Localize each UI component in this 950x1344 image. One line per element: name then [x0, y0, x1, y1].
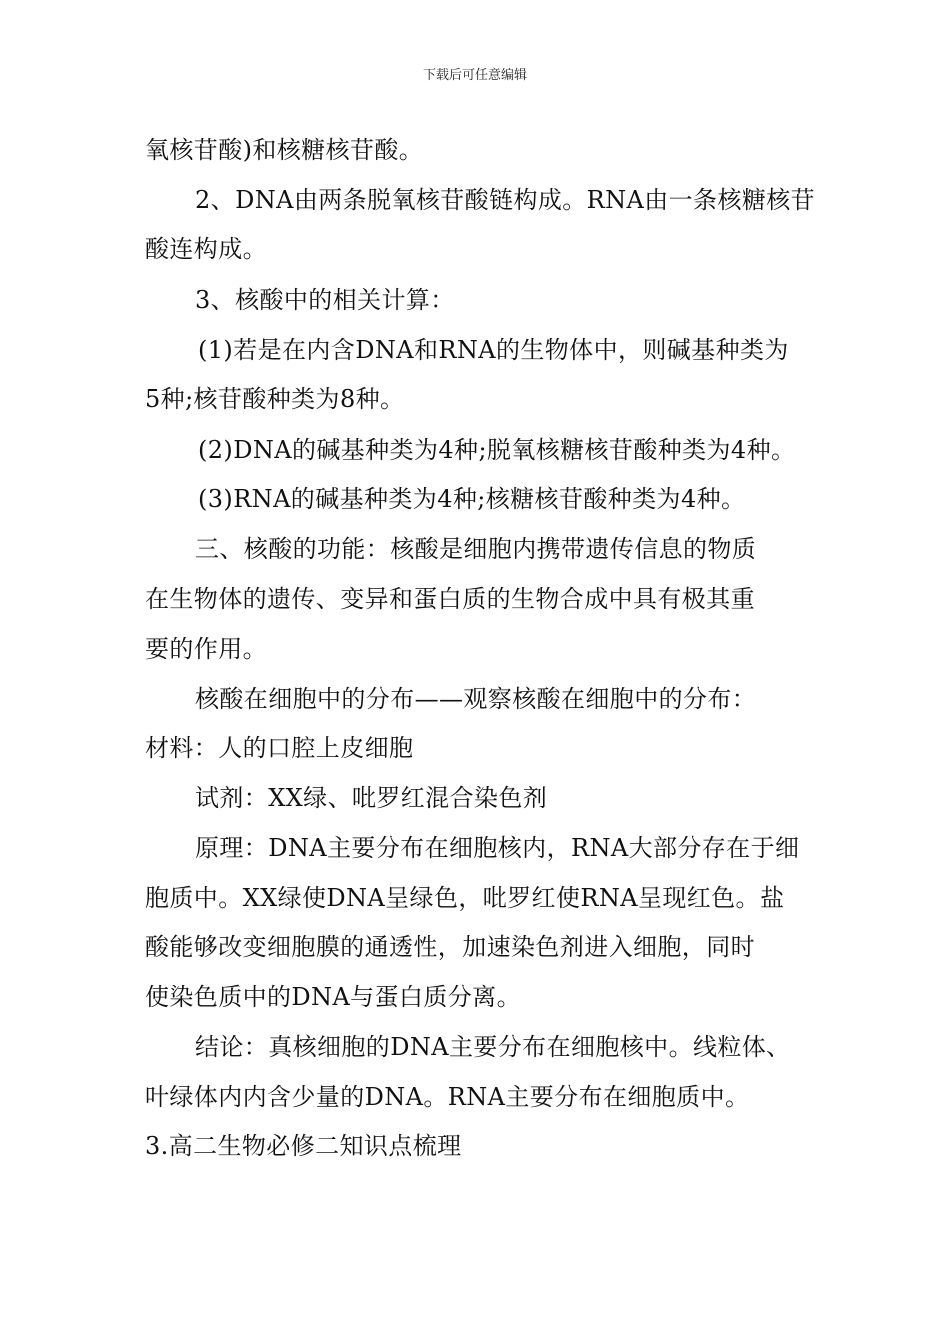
paragraph-line: 胞质中。XX绿使DNA呈绿色，吡罗红使RNA呈现红色。盐	[145, 884, 785, 912]
paragraph-line: 三、核酸的功能：核酸是细胞内携带遗传信息的物质	[195, 535, 757, 563]
paragraph-line: 核酸在细胞中的分布——观察核酸在细胞中的分布：	[195, 685, 757, 713]
paragraph-line: 材料：人的口腔上皮细胞	[145, 734, 414, 762]
paragraph-line: (2)DNA的碱基种类为4种;脱氧核糖核苷酸种类为4种。	[198, 436, 796, 464]
paragraph-line: 试剂：XX绿、吡罗红混合染色剂	[195, 784, 548, 812]
paragraph-line: 氧核苷酸)和核糖核苷酸。	[145, 136, 424, 164]
paragraph-line: 要的作用。	[145, 635, 267, 663]
paragraph-line: 酸能够改变细胞膜的通透性，加速染色剂进入细胞，同时	[145, 933, 755, 961]
paragraph-line: (1)若是在内含DNA和RNA的生物体中，则碱基种类为	[198, 336, 789, 364]
section-heading: 3.高二生物必修二知识点梳理	[145, 1132, 462, 1160]
paragraph-line: 酸连构成。	[145, 235, 267, 263]
paragraph-line: 5种;核苷酸种类为8种。	[145, 385, 405, 413]
paragraph-line: 使染色质中的DNA与蛋白质分离。	[145, 983, 521, 1011]
paragraph-line: 结论：真核细胞的DNA主要分布在细胞核中。线粒体、	[195, 1033, 791, 1061]
page-header: 下载后可任意编辑	[422, 68, 527, 83]
paragraph-line: 原理：DNA主要分布在细胞核内，RNA大部分存在于细	[195, 834, 800, 862]
paragraph-line: 叶绿体内内含少量的DNA。RNA主要分布在细胞质中。	[145, 1083, 750, 1111]
paragraph-line: (3)RNA的碱基种类为4种;核糖核苷酸种类为4种。	[198, 485, 746, 513]
paragraph-line: 2、DNA由两条脱氧核苷酸链构成。RNA由一条核糖核苷	[195, 186, 816, 214]
paragraph-line: 3、核酸中的相关计算：	[195, 286, 455, 314]
paragraph-line: 在生物体的遗传、变异和蛋白质的生物合成中具有极其重	[145, 585, 755, 613]
